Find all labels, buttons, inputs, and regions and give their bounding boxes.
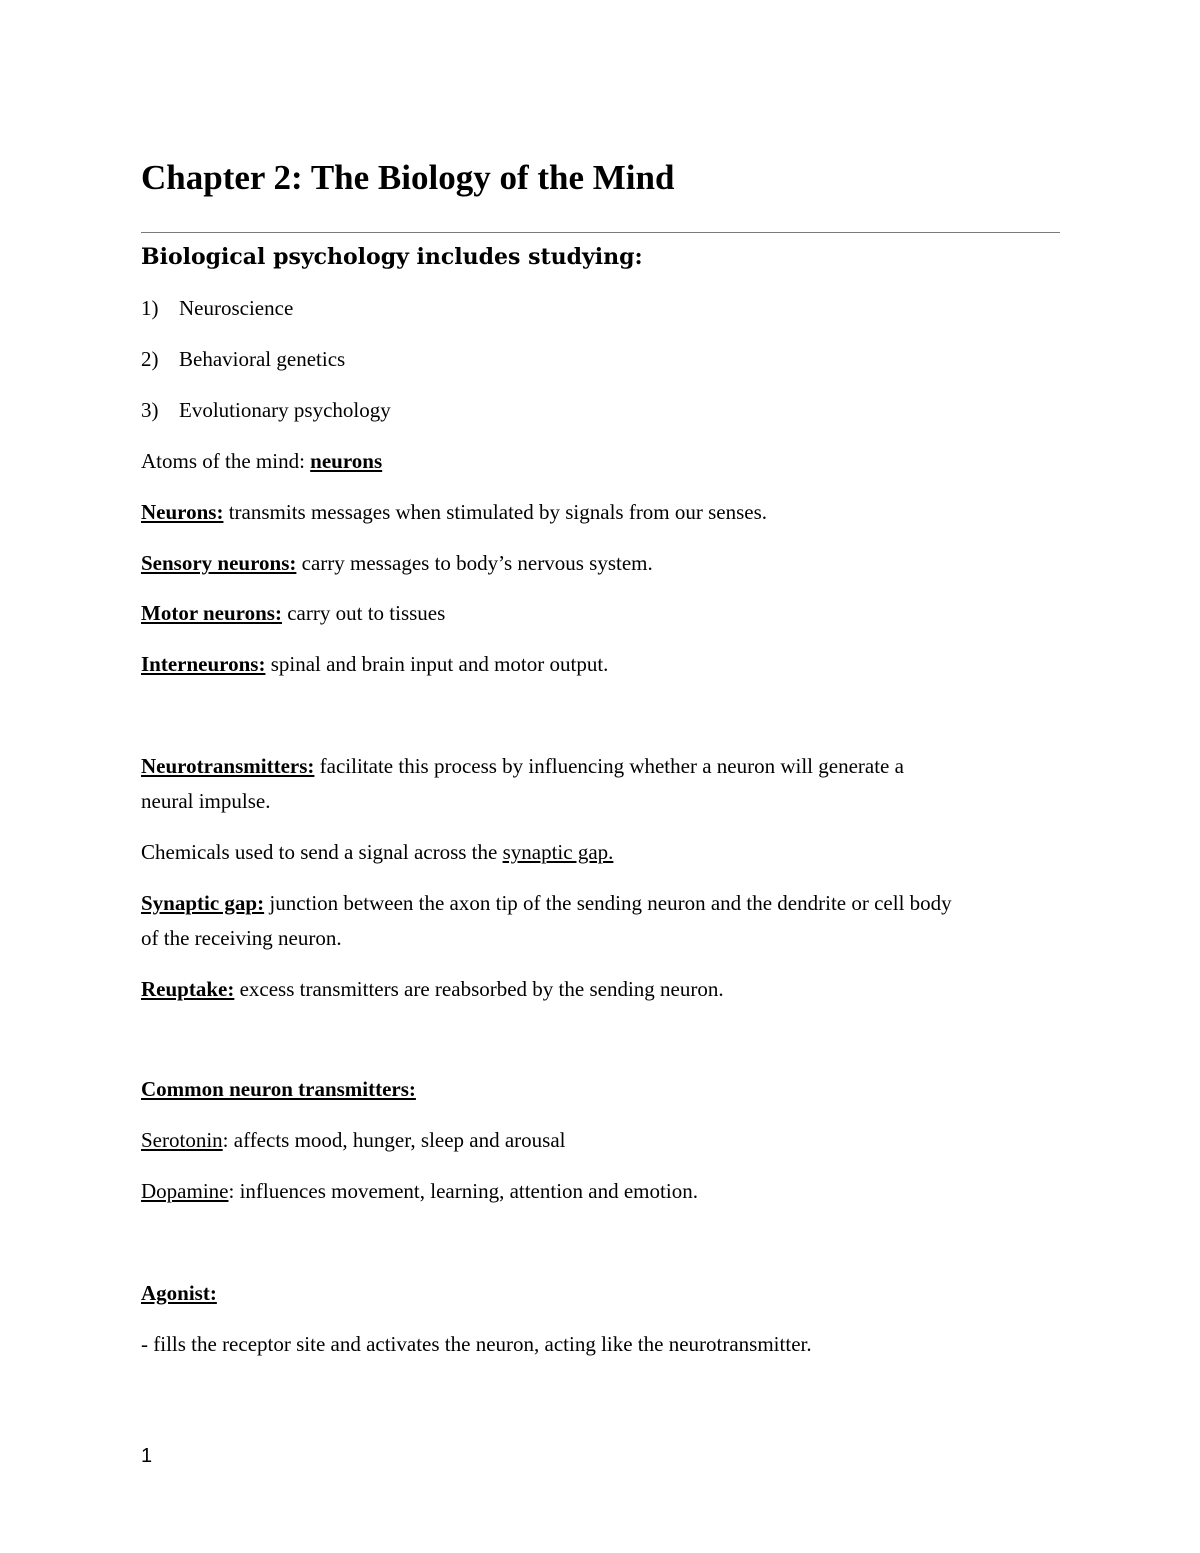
chapter-title: Chapter 2: The Biology of the Mind [141,158,675,197]
synaptic-continuation: of the receiving neuron. [141,926,342,950]
reuptake-term: Reuptake: [141,977,235,1001]
dopamine-term: Dopamine [141,1179,229,1203]
neurotransmitters-text: facilitate this process by influencing whether a neuron will generate a [314,754,904,778]
dopamine-line [141,1174,698,1209]
atoms-line [141,444,382,479]
sensory-term: Sensory neurons: [141,551,297,575]
interneurons-term: Interneurons: [141,652,266,676]
common-transmitters-term: Common neuron transmitters: [141,1077,416,1101]
common-transmitters-heading [141,1072,416,1107]
list-text: Behavioral genetics [179,347,346,371]
dopamine-text: : influences movement, learning, attention and emotion. [228,1179,698,1203]
page-number: 1 [141,1445,153,1467]
interneurons-definition [141,647,608,682]
motor-text: carry out to tissues [281,601,446,625]
section-subheading: Biological psychology includes studying: [141,244,643,270]
agonist-term: Agonist: [141,1281,217,1305]
list-number: 2) [141,347,159,371]
reuptake-definition [141,972,724,1007]
synaptic-text: junction between the axon tip of the sending neuron and the dendrite or cell body [264,891,952,915]
neurotransmitters-definition [141,749,904,784]
sensory-text: carry messages to body’s nervous system. [296,551,653,575]
sensory-definition [141,546,653,581]
atoms-term: neurons [310,449,383,473]
list-number: 3) [141,398,159,422]
neurotransmitters-continuation: neural impulse. [141,789,271,813]
list-item [141,393,391,428]
atoms-lead: Atoms of the mind: [141,449,311,473]
motor-term: Motor neurons: [141,601,282,625]
list-text: Evolutionary psychology [179,398,391,422]
synaptic-term: Synaptic gap: [141,891,265,915]
title-divider [141,232,1060,233]
list-item [141,342,345,377]
chemicals-lead: Chemicals used to send a signal across the [141,840,503,864]
motor-definition [141,596,445,631]
neurons-term: Neurons: [141,500,224,524]
serotonin-term: Serotonin [141,1128,223,1152]
synaptic-definition [141,886,952,921]
neurotransmitters-term: Neurotransmitters: [141,754,315,778]
list-item [141,291,293,326]
agonist-heading [141,1276,217,1311]
agonist-text: - fills the receptor site and activates the neuron, acting like the neurotransmitter. [141,1332,812,1356]
reuptake-text: excess transmitters are reabsorbed by the sending neuron. [234,977,724,1001]
chemicals-term: synaptic gap. [502,840,614,864]
list-text: Neuroscience [179,296,294,320]
serotonin-line [141,1123,566,1158]
interneurons-text: spinal and brain input and motor output. [265,652,609,676]
chemicals-line [141,835,613,870]
neurons-text: transmits messages when stimulated by signals from our senses. [223,500,768,524]
list-number: 1) [141,296,159,320]
serotonin-text: : affects mood, hunger, sleep and arousal [222,1128,566,1152]
neurons-definition [141,495,767,530]
